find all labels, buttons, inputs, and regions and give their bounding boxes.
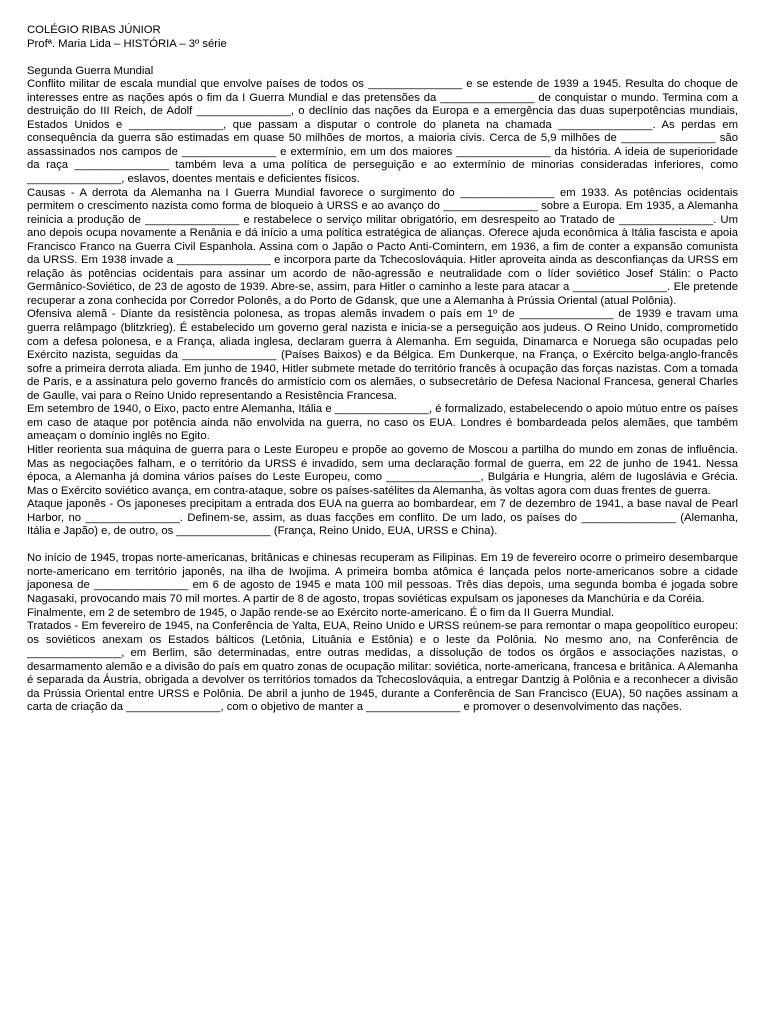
blank-line (27, 51, 738, 65)
teacher-line: Profª. Maria Lida – HISTÓRIA – 3º série (27, 37, 227, 50)
paragraph-1945: No início de 1945, tropas norte-americanas, britânicas e chinesas recuperam as Filipinas. Em 19 de fevereiro ocorre o primeiro desembarque norte-americano em território japonês, na ilha de Iwojima. A primeira bomba atômica é lançada pelos norte-americanos sobre a cidade japonesa de _______________ em 6 de agosto de 1945 e mata 100 mil pessoas. Três dias depois, uma segunda bomba é jogada sobre Nagasaki, provocando mais 70 mil mortes. A partir de 8 de agosto, tropas soviéticas expulsam os japoneses da Manchúria e da Coréia. (27, 552, 738, 605)
document-title: Segunda Guerra Mundial (27, 64, 154, 77)
school-name: COLÉGIO RIBAS JÚNIOR (27, 24, 161, 36)
paragraph-intro: Conflito militar de escala mundial que envolve países de todos os _______________ e se estende de 1939 a 1945. Resulta do choque de interesses entre as nações após o fim da I Guerra Mundial e das pretensões da _______________ de conquistar o mundo. Termina com a destruição do III Reich, de Adolf _______________, o declínio das nações da Europa e a emergência das duas superpotências mundiais, Estados Unidos e _______________, que passam a disputar o controle do planeta na chamada _______________. As perdas em consequência da guerra são estimadas em quase 50 milhões de mortos, a maioria civis. Cerca de 5,9 milhões de _______________ são assassinados nos campos de _______________ e extermínio, em um dos maiores _______________ da história. A ideia de superioridade da raça _______________ também leva a uma política de perseguição e ao extermínio de minorias consideradas inferiores, como _______________, eslavos, doentes mentais e deficientes físicos. (27, 78, 738, 186)
paragraph-tratados: Tratados - Em fevereiro de 1945, na Conferência de Yalta, EUA, Reino Unido e URSS reúnem-se para remontar o mapa geopolítico europeu: os soviéticos anexam os Estados bálticos (Letônia, Lituânia e Estônia) e o leste da Polônia. No mesmo ano, na Conferência de _______________, em Berlim, são determinadas, entre outras medidas, a dissolução de todos os órgãos e associações nazistas, o desarmamento alemão e a divisão do país em quatro zonas de ocupação militar: soviética, norte-americana, francesa e britânica. A Alemanha é separada da Áustria, obrigada a devolver os territórios tomados da Tchecoslováquia, a entregar Dantzig à Polônia e a reconhecer a divisão da Prússia Oriental entre URSS e Polônia. De abril a junho de 1945, durante a Conferência de San Francisco (EUA), 50 nações assinam a carta de criação da _______________, com o objetivo de manter a _______________ e promover o desenvolvimento das nações. (27, 620, 738, 714)
paragraph-rendicao: Finalmente, em 2 de setembro de 1945, o Japão rende-se ao Exército norte-americano. É o fim da II Guerra Mundial. (27, 606, 615, 619)
paragraph-ataque-japones: Ataque japonês - Os japoneses precipitam a entrada dos EUA na guerra ao bombardear, em 7 de dezembro de 1941, a base naval de Pearl Harbor, no _______________. Definem-se, assim, as duas facções em conflito. De um lado, os países do _______________ (Alemanha, Itália e Japão) e, de outro, os _______________ (França, Reino Unido, EUA, URSS e China). (27, 498, 738, 538)
paragraph-causas: Causas - A derrota da Alemanha na I Guerra Mundial favorece o surgimento do _______________ em 1933. As potências ocidentais permitem o crescimento nazista como forma de bloqueio à URSS e ao avanço do _______________ sobre a Europa. Em 1935, a Alemanha reinicia a produção de _______________ e restabelece o serviço militar obrigatório, em desrespeito ao Tratado de _______________. Um ano depois ocupa novamente a Renânia e dá início a uma política estratégica de alianças. Oferece ajuda econômica à Itália fascista e apoia Francisco Franco na Guerra Civil Espanhola. Assina com o Japão o Pacto Anti-Comintern, em 1936, a fim de conter a expansão comunista da URSS. Em 1938 invade a _______________ e incorpora parte da Tchecoslováquia. Hitler aproveita ainda as desconfianças da URSS em relação às potências ocidentais para assinar um acordo de não-agressão e neutralidade com o líder soviético Josef Stálin: o Pacto Germânico-Soviético, de 23 de agosto de 1939. Abre-se, assim, para Hitler o caminho a leste para atacar a _______________. Ele pretende recuperar a zona conhecida por Corredor Polonês, a do Porto de Gdansk, que une a Alemanha à Prússia Oriental (atual Polônia). (27, 186, 738, 307)
blank-line (27, 539, 738, 553)
paragraph-ofensiva-alema: Ofensiva alemã - Diante da resistência polonesa, as tropas alemãs invadem o país em 1º de _______________ de 1939 e travam uma guerra relâmpago (blitzkrieg). É estabelecido um governo geral nazista e inicia-se a perseguição aos judeus. O Reino Unido, comprometido com a defesa polonesa, e a França, aliada inglesa, declaram guerra à Alemanha. Em seguida, Dinamarca e Noruega são ocupadas pelo Exército nazista, seguidas da _______________ (Países Baixos) e da Bélgica. Em Dunkerque, na França, o Exército belga-anglo-francês sofre a primeira derrota aliada. Em junho de 1940, Hitler submete metade do território francês à ocupação das forças nazistas. Com a tomada de Paris, e a assinatura pelo governo francês do armistício com os alemães, o subsecretário de Defesa Nacional Francesa, general Charles de Gaulle, vai para o Reino Unido representando a Resistência Francesa. (27, 308, 738, 402)
paragraph-eixo: Em setembro de 1940, o Eixo, pacto entre Alemanha, Itália e _______________, é formalizado, estabelecendo o apoio mútuo entre os países em caso de ataque por potência ainda não envolvida na guerra, no caso os EUA. Londres é bombardeada pelos alemães, que também ameaçam o domínio inglês no Egito. (27, 403, 738, 443)
paragraph-leste-europeu: Hitler reorienta sua máquina de guerra para o Leste Europeu e propõe ao governo de Moscou a partilha do mundo em zonas de influência. Mas as negociações falham, e o território da URSS é invadido, sem uma declaração formal de guerra, em 22 de junho de 1941. Nessa época, a Alemanha já domina vários países do Leste Europeu, como _______________, Bulgária e Hungria, além de Iugoslávia e Grécia. Mas o Exército soviético avança, em contra-ataque, sobre os países-satélites da Alemanha, às voltas agora com duas frentes de guerra. (27, 443, 738, 497)
